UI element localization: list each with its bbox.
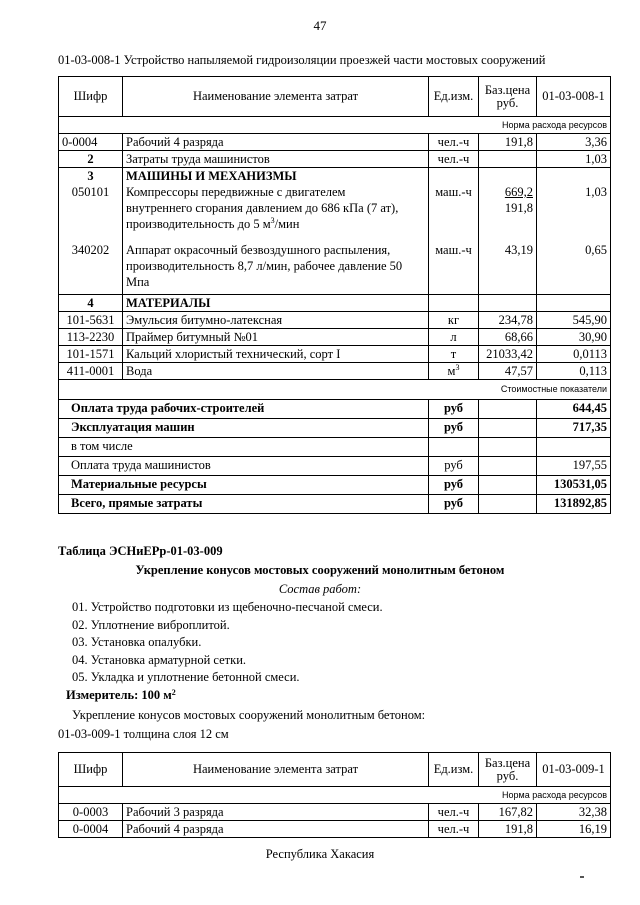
summary-row [59,475,611,494]
section-code: 4 [59,294,123,311]
summary-value: 717,35 [537,418,611,437]
row-code: 411-0001 [59,362,123,379]
table-row [59,804,611,821]
table-row [59,151,611,168]
row-price: 191,8 [479,134,537,151]
table-row [59,184,611,242]
scan-mark [580,876,584,878]
header-norm: 01-03-009-1 [537,753,611,787]
summary-value [537,437,611,456]
cost-subheader: Стоимостные показатели [59,379,611,399]
row-name: Эмульсия битумно-латексная [123,311,429,328]
footer: Республика Хакасия [265,847,375,861]
table2-subtitle: Укрепление конусов мостовых сооружений монолитным бетоном [135,563,505,577]
row-name: Затраты труда машинистов [123,151,429,168]
summary-label: Оплата труда машинистов [59,456,429,475]
row-norm: 545,90 [537,311,611,328]
summary-value: 197,55 [537,456,611,475]
row-unit: кг [429,311,479,328]
row-unit: $м^3$ [429,362,479,379]
summary-row [59,494,611,513]
summary-label: Эксплуатация машин [59,418,429,437]
row-norm: 3,36 [537,134,611,151]
meter-label: Измеритель: 100 $м^2$ [66,688,176,702]
work-item: 05. Укладка и уплотнение бетонной смеси. [72,670,300,684]
summary-row [59,418,611,437]
summary-value: 644,45 [537,399,611,418]
table2 [58,752,611,838]
summary-row [59,399,611,418]
row-norm: 0,65 [537,242,611,294]
summary-label: Всего, прямые затраты [59,494,429,513]
row-price: 43,19 [479,242,537,294]
row-name-line: производительность до 5 $м^3$/мин [126,216,300,231]
row-price: 68,66 [479,328,537,345]
row-price: 47,57 [479,362,537,379]
row-name: Вода [123,362,429,379]
row-name: Кальций хлористый технический, сорт I [123,345,429,362]
row-code: 0-0003 [59,804,123,821]
table1-header-row [59,77,611,117]
row-name [123,184,429,242]
header-price: Баз.цена руб. [479,753,537,787]
row-unit: т [429,345,479,362]
table-row [59,134,611,151]
norm-subheader-row [59,787,611,804]
row-unit: чел.-ч [429,151,479,168]
norm-subheader: Норма расхода ресурсов [59,787,611,804]
work-item: 01. Устройство подготовки из щебеночно-песчаной смеси. [72,600,383,614]
summary-row [59,437,611,456]
row-norm: 16,19 [537,821,611,838]
row-unit: маш.-ч [429,242,479,294]
section-code: 3 [59,168,123,185]
row-norm: 1,03 [537,184,611,242]
table1 [58,76,611,514]
row-price: 669,2 191,8 [479,184,537,242]
summary-label: Материальные ресурсы [59,475,429,494]
row-unit: маш.-ч [429,184,479,242]
row-name-line: Компрессоры передвижные с двигателем [126,185,346,199]
row-unit: чел.-ч [429,134,479,151]
header-code: Шифр [59,77,123,117]
header-code: Шифр [59,753,123,787]
work-item: 02. Уплотнение виброплитой. [72,618,230,632]
row-code: 050101 [59,184,123,242]
table-row [59,242,611,294]
row-price [479,151,537,168]
row-name-line: внутреннего сгорания давлением до 686 кПа (7 ат), [126,201,399,215]
header-price: Баз.цена руб. [479,77,537,117]
table2-header-row [59,753,611,787]
sostav-rabot-label: Состав работ: [278,582,362,596]
header-unit: Ед.изм. [429,753,479,787]
page-number: 47 [313,18,327,33]
work-item: 03. Установка опалубки. [72,635,202,649]
table-row [59,345,611,362]
work-item: 04. Установка арматурной сетки. [72,653,247,667]
summary-unit: руб [429,456,479,475]
row-norm: 30,90 [537,328,611,345]
summary-unit: руб [429,475,479,494]
summary-unit: руб [429,494,479,513]
table1-caption: 01-03-008-1 Устройство напыляемой гидроизоляции проезжей части мостовых сооружений [58,53,546,67]
summary-row [59,456,611,475]
table2-code-line: 01-03-009-1 толщина слоя 12 см [58,727,229,741]
row-code: 113-2230 [59,328,123,345]
row-code: 101-5631 [59,311,123,328]
row-name: Рабочий 3 разряда [123,804,429,821]
section-title: МАТЕРИАЛЫ [123,294,429,311]
section-row [59,168,611,185]
norm-subheader-row [59,117,611,134]
row-norm: 1,03 [537,151,611,168]
header-name: Наименование элемента затрат [123,753,429,787]
row-norm: 32,38 [537,804,611,821]
row-price: 21033,42 [479,345,537,362]
cost-subheader-row [59,379,611,399]
table-row [59,311,611,328]
row-name: Рабочий 4 разряда [123,821,429,838]
table-row [59,821,611,838]
norm-subheader: Норма расхода ресурсов [59,117,611,134]
table2-title: Таблица ЭСНиЕРр-01-03-009 [58,544,223,558]
header-unit: Ед.изм. [429,77,479,117]
row-name: Праймер битумный №01 [123,328,429,345]
section-title: МАШИНЫ И МЕХАНИЗМЫ [123,168,429,185]
summary-value: 131892,85 [537,494,611,513]
section-row [59,294,611,311]
row-name: Аппарат окрасочный безвоздушного распыления, производительность 8,7 л/мин, рабочее давление 50 Мпа [123,242,429,294]
table-row [59,362,611,379]
row-unit: чел.-ч [429,804,479,821]
header-name: Наименование элемента затрат [123,77,429,117]
summary-unit [429,437,479,456]
row-code: 0-0004 [59,134,123,151]
row-code: 0-0004 [59,821,123,838]
row-norm: 0,113 [537,362,611,379]
row-code: 101-1571 [59,345,123,362]
row-norm: 0,0113 [537,345,611,362]
header-norm: 01-03-008-1 [537,77,611,117]
summary-label: в том числе [59,437,429,456]
row-unit: л [429,328,479,345]
summary-unit: руб [429,399,479,418]
row-code: 340202 [59,242,123,294]
row-price: 191,8 [479,821,537,838]
summary-unit: руб [429,418,479,437]
summary-label: Оплата труда рабочих-строителей [59,399,429,418]
row-code: 2 [59,151,123,168]
summary-value: 130531,05 [537,475,611,494]
table2-description: Укрепление конусов мостовых сооружений монолитным бетоном: [72,708,426,722]
row-price: 167,82 [479,804,537,821]
row-price: 234,78 [479,311,537,328]
row-unit: чел.-ч [429,821,479,838]
table-row [59,328,611,345]
row-name: Рабочий 4 разряда [123,134,429,151]
